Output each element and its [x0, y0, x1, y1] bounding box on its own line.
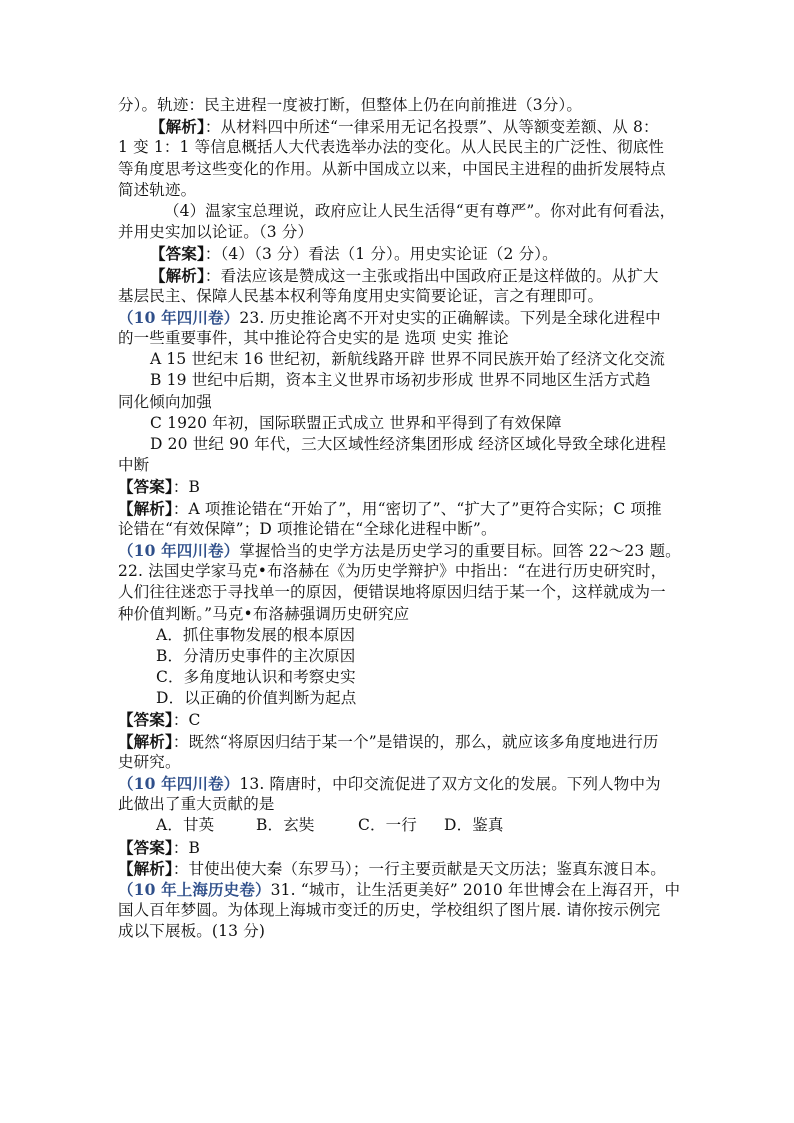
answer-text: ：B	[172, 478, 201, 497]
question-text: 13. 隋唐时，中印交流促进了双方文化的发展。下列人物中为	[239, 775, 661, 793]
option-line: B 19 世纪中后期，资本主义世界市场初步形成 世界不同地区生活方式趋	[150, 371, 651, 390]
text-line: 中断	[118, 456, 150, 475]
option-line: C 1920 年初，国际联盟正式成立 世界和平得到了有效保障	[150, 413, 562, 432]
question-header	[118, 307, 678, 328]
text-line: 史研究。	[118, 752, 181, 771]
option-b: B．玄奘	[256, 816, 315, 835]
text-line: 分）。轨迹：民主进程一度被打断，但整体上仍在向前推进（3分）。	[118, 96, 583, 114]
answer-label: 【答案】	[118, 477, 173, 497]
analysis-text: ：从材料四中所述“一律采用无记名投票”、从等额变差额、从 8：	[204, 118, 659, 137]
text-line: 论错在“有效保障”；D 项推论错在“全球化进程中断”。	[118, 519, 497, 538]
answer-text: ：B	[172, 838, 201, 857]
analysis-label: 【解析】	[150, 265, 205, 285]
question-line: （4）温家宝总理说，政府应让人民生活得“更有尊严”。你对此有何看法，	[164, 201, 676, 220]
answer-line	[118, 709, 678, 730]
answer-label: 【答案】	[118, 837, 173, 857]
text-line: 国人百年梦圆。为体现上海城市变迁的历史，学校组织了图片展. 请你按示例完	[118, 901, 661, 920]
text-line: 种价值判断。”马克•布洛赫强调历史研究应	[118, 604, 410, 623]
option-c: C．一行	[358, 816, 417, 835]
text-line: 等角度思考这些变化的作用。从新中国成立以来，中国民主进程的曲折发展特点	[118, 159, 666, 178]
text-line: 并用史实加以论证。（3 分）	[118, 223, 314, 242]
analysis-text: ：既然“将原因归结于某一个”是错误的，那么，就应该多角度地进行历	[172, 732, 659, 751]
option-d: D．鉴真	[444, 816, 504, 835]
answer-line	[118, 837, 678, 858]
source-label: （10 年四川卷）	[118, 540, 240, 560]
document-page	[118, 95, 681, 943]
analysis-line	[118, 265, 678, 286]
option-line: B．分清历史事件的主次原因	[156, 646, 356, 665]
answer-text: ：C	[172, 711, 201, 730]
analysis-label: 【解析】	[118, 498, 173, 518]
question-header	[118, 540, 681, 561]
analysis-text: ：A 项推论错在“开始了”，用“密切了”、“扩大了”更符合实际；C 项推	[172, 499, 662, 518]
analysis-text: ：甘使出使大秦（东罗马）；一行主要贡献是天文历法；鉴真东渡日本。	[172, 859, 666, 878]
source-label: （10 年上海历史卷）	[118, 879, 271, 899]
text-line: 基层民主、保障人民基本权利等角度用史实简要论证，言之有理即可。	[118, 286, 604, 305]
analysis-label: 【解析】	[150, 117, 205, 137]
analysis-line	[118, 731, 678, 752]
option-line: C．多角度地认识和考察史实	[156, 668, 356, 687]
analysis-line	[118, 858, 678, 879]
answer-label: 【答案】	[118, 710, 173, 730]
question-text: 31. “城市，让生活更美好” 2010 年世博会在上海召开，中	[270, 880, 681, 899]
analysis-label: 【解析】	[118, 858, 173, 878]
option-line: A 15 世纪末 16 世纪初，新航线路开辟 世界不同民族开始了经济文化交流	[150, 350, 665, 369]
source-label: （10 年四川卷）	[118, 307, 240, 327]
analysis-label: 【解析】	[118, 731, 173, 751]
options-row	[118, 815, 678, 836]
question-text: 掌握恰当的史学方法是历史学习的重要目标。回答 22～23 题。	[239, 541, 681, 560]
answer-line	[118, 476, 678, 497]
answer-text: ：（4）（3 分）看法（1 分）。用史实论证（2 分）。	[204, 245, 558, 264]
text-line: 同化倾向加强	[118, 392, 212, 411]
option-a: A．甘英	[156, 816, 215, 835]
text-line: 此做出了重大贡献的是	[118, 795, 275, 814]
analysis-line	[118, 498, 678, 519]
text-line: 人们往往迷恋于寻找单一的原因，便错误地将原因归结于某一个，这样就成为一	[118, 583, 666, 602]
option-line: D 20 世纪 90 年代，三大区域性经济集团形成 经济区域化导致全球化进程	[150, 435, 667, 453]
source-label: （10 年四川卷）	[118, 774, 240, 793]
question-header	[118, 879, 681, 900]
question-header	[118, 773, 678, 794]
question-text: 23. 历史推论离不开对史实的正确解读。下列是全球化进程中	[239, 308, 661, 327]
text-line: 成以下展板。(13 分)	[118, 922, 266, 941]
answer-label: 【答案】	[150, 244, 205, 264]
answer-line	[118, 243, 678, 264]
text-line: 简述轨迹。	[118, 180, 197, 199]
text-line: 1 变 1：1 等信息概括人大代表选举办法的变化。从人民民主的广泛性、彻底性	[118, 138, 665, 157]
text-line: 22. 法国史学家马克•布洛赫在《为历史学辩护》中指出：“在进行历史研究时，	[118, 562, 667, 581]
text-line: 的一些重要事件，其中推论符合史实的是 选项 史实 推论	[118, 329, 509, 348]
option-line: D．以正确的价值判断为起点	[156, 689, 357, 708]
option-line: A．抓住事物发展的根本原因	[156, 625, 356, 644]
analysis-line	[118, 116, 678, 137]
analysis-text: ：看法应该是赞成这一主张或指出中国政府正是这样做的。从扩大	[204, 266, 659, 285]
